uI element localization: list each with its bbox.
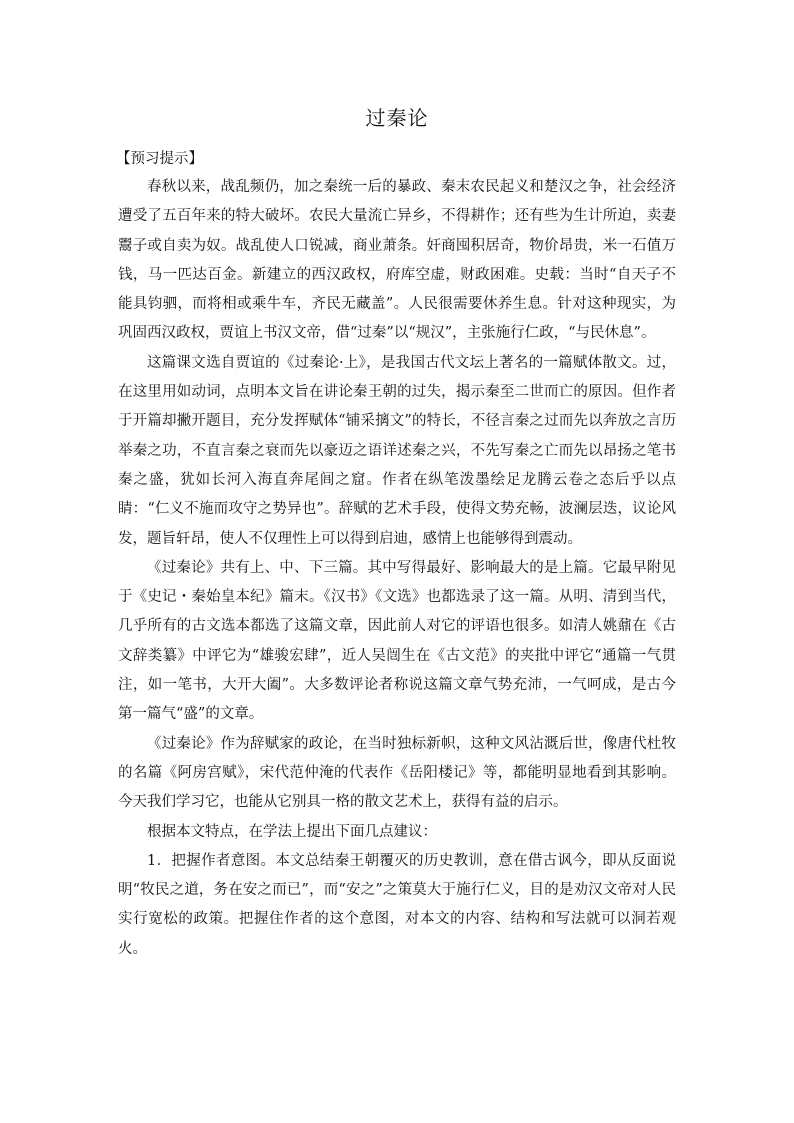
paragraph-study-suggestions-intro: 根据本文特点，在学法上提出下面几点建议：: [147, 823, 437, 840]
body-text: [118, 173, 676, 964]
paragraph-editions-and-reviews: 《过秦论》共有上、中、下三篇。其中写得最好、影响最大的是上篇。它最早附见于《史记・秦始皇本纪》篇末。《汉书》《文选》也都选录了这一篇。从明、清到当代，几乎所有的古文选本都选了这篇文章，因此前人对它的评语也很多。如清人姚鼐在《古文辞类纂》中评它为“雄骏宏肆”，近人吴闿生在《古文范》的夹批中评它“通篇一气贯注，如一笔书，大开大阖”。大多数评论者称说这篇文章气势充沛，一气呵成，是古今第一篇气“盛”的文章。: [118, 559, 676, 723]
paragraph-text-introduction: 这篇课文选自贾谊的《过秦论·上》，是我国古代文坛上著名的一篇赋体散文。过，在这里用如动词，点明本文旨在讲论秦王朝的过失，揭示秦至二世而亡的原因。但作者于开篇却撇开题目，充分发挥赋体“铺采摛文”的特长，不径言秦之过而先以奔放之言历举秦之功，不直言秦之衰而先以豪迈之语详述秦之兴，不先写秦之亡而先以昂扬之笔书秦之盛，犹如长河入海直奔尾闾之窟。作者在纵笔泼墨绘足龙腾云卷之态后乎以点睛：“仁义不施而攻守之势异也”。辞赋的艺术手段，使得文势充畅，波澜层迭，议论风发，题旨轩昂，使人不仅理性上可以得到启迪，感情上也能够得到震动。: [118, 354, 676, 547]
document-title: 过秦论: [365, 106, 429, 130]
paragraph-historical-background: 春秋以来，战乱频仍，加之秦统一后的暴政、秦末农民起义和楚汉之争，社会经济遭受了五百年来的特大破坏。农民大量流亡异乡，不得耕作；还有些为生计所迫，卖妻鬻子或自卖为奴。战乱使人口锐减，商业萧条。奸商囤积居奇，物价昂贵，米一石值万钱，马一匹达百金。新建立的西汉政权，府库空虚，财政困难。史载：当时“自天子不能具钧驷，而将相或乘牛车，齐民无藏盖”。人民很需要休养生息。针对这种现实，为巩固西汉政权，贾谊上书汉文帝，借“过秦”以“规汉”，主张施行仁政，“与民休息”。: [118, 179, 676, 342]
paragraph-suggestion-1: 1．把握作者意图。本文总结秦王朝覆灭的历史教训，意在借古讽今，即从反面说明“牧民之道，务在安之而已”，而“安之”之策莫大于施行仁义，目的是劝汉文帝对人民实行宽松的政策。把握住作者的这个意图，对本文的内容、结构和写法就可以洞若观火。: [118, 852, 676, 957]
section-label-preview-tips: 【预习提示】: [116, 151, 203, 167]
paragraph-influence: 《过秦论》作为辞赋家的政论，在当时独标新帜，这种文风沾溉后世，像唐代杜牧的名篇《阿房宫赋》，宋代范仲淹的代表作《岳阳楼记》等，都能明显地看到其影响。今天我们学习它，也能从它别具一格的散文艺术上，获得有益的启示。: [118, 735, 676, 811]
